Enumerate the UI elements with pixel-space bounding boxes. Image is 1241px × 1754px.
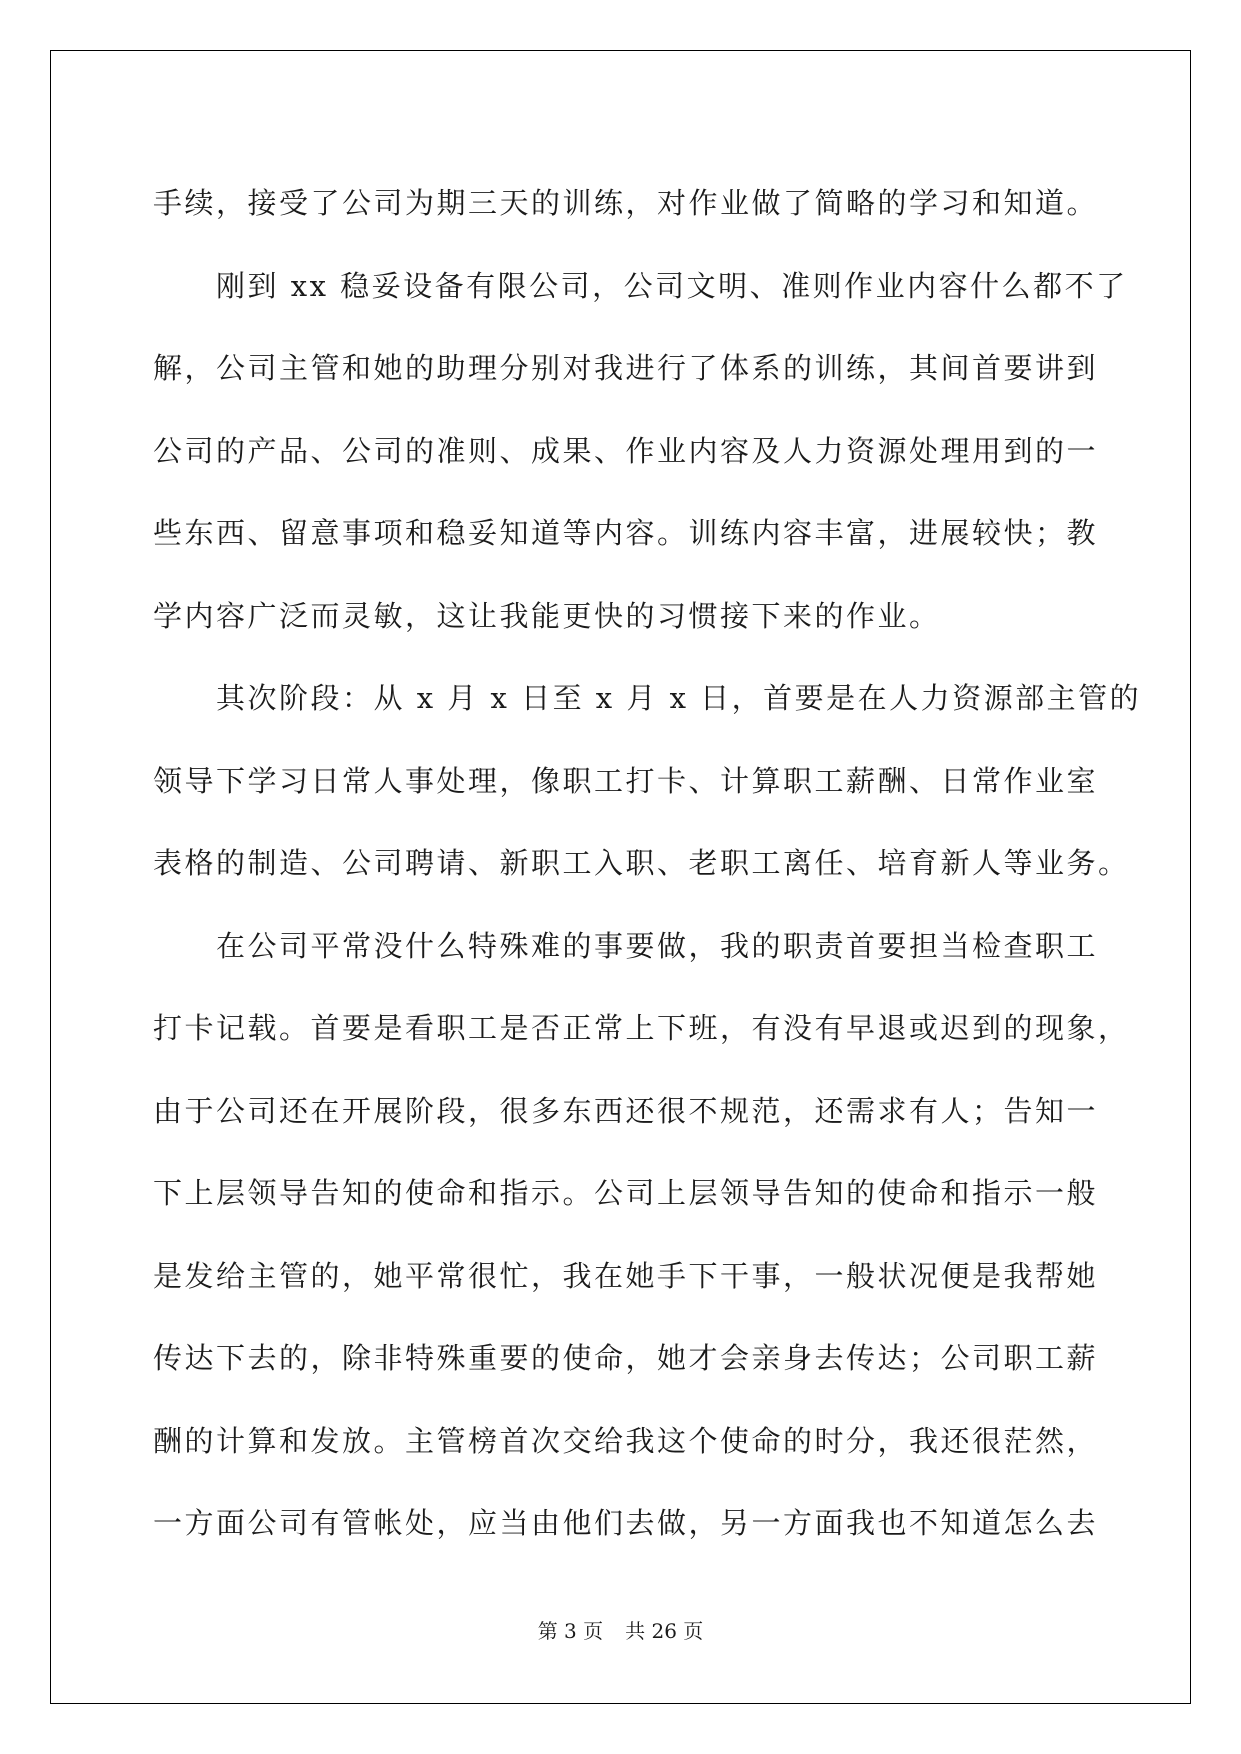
text-line: 刚到 xx 稳妥设备有限公司，公司文明、准则作业内容什么都不了 — [153, 268, 1128, 303]
text-line: 学内容广泛而灵敏，这让我能更快的习惯接下来的作业。 — [153, 598, 941, 633]
text-line: 些东西、留意事项和稳妥知道等内容。训练内容丰富，进展较快；教 — [153, 516, 1099, 550]
text-line: 在公司平常没什么特殊难的事要做，我的职责首要担当检查职工 — [153, 928, 1099, 963]
text-line: 公司的产品、公司的准则、成果、作业内容及人力资源处理用到的一 — [153, 433, 1099, 468]
text-line: 是发给主管的，她平常很忙，我在她手下干事，一般状况便是我帮她 — [153, 1258, 1099, 1293]
text-line: 传达下去的，除非特殊重要的使命，她才会亲身去传达；公司职工薪 — [153, 1341, 1099, 1375]
page-footer — [0, 1615, 1241, 1644]
text-line: 领导下学习日常人事处理，像职工打卡、计算职工薪酬、日常作业室 — [153, 763, 1099, 798]
text-line: 其次阶段：从 x 月 x 日至 x 月 x 日，首要是在人力资源部主管的 — [153, 681, 1142, 715]
document-body — [153, 162, 1142, 1565]
page-number: 第 3 页 — [537, 1619, 604, 1643]
text-line: 下上层领导告知的使命和指示。公司上层领导告知的使命和指示一般 — [153, 1176, 1099, 1210]
text-line: 手续，接受了公司为期三天的训练，对作业做了简略的学习和知道。 — [153, 186, 1099, 220]
text-line: 打卡记载。首要是看职工是否正常上下班，有没有早退或迟到的现象， — [153, 1011, 1130, 1045]
text-line: 解，公司主管和她的助理分别对我进行了体系的训练，其间首要讲到 — [153, 351, 1099, 385]
text-line: 酬的计算和发放。主管榜首次交给我这个使命的时分，我还很茫然， — [153, 1423, 1099, 1458]
text-line: 一方面公司有管帐处，应当由他们去做，另一方面我也不知道怎么去 — [153, 1506, 1099, 1540]
text-line: 表格的制造、公司聘请、新职工入职、老职工离任、培育新人等业务。 — [153, 846, 1130, 880]
text-line: 由于公司还在开展阶段，很多东西还很不规范，还需求有人；告知一 — [153, 1093, 1099, 1128]
page-total: 共 26 页 — [625, 1619, 704, 1643]
